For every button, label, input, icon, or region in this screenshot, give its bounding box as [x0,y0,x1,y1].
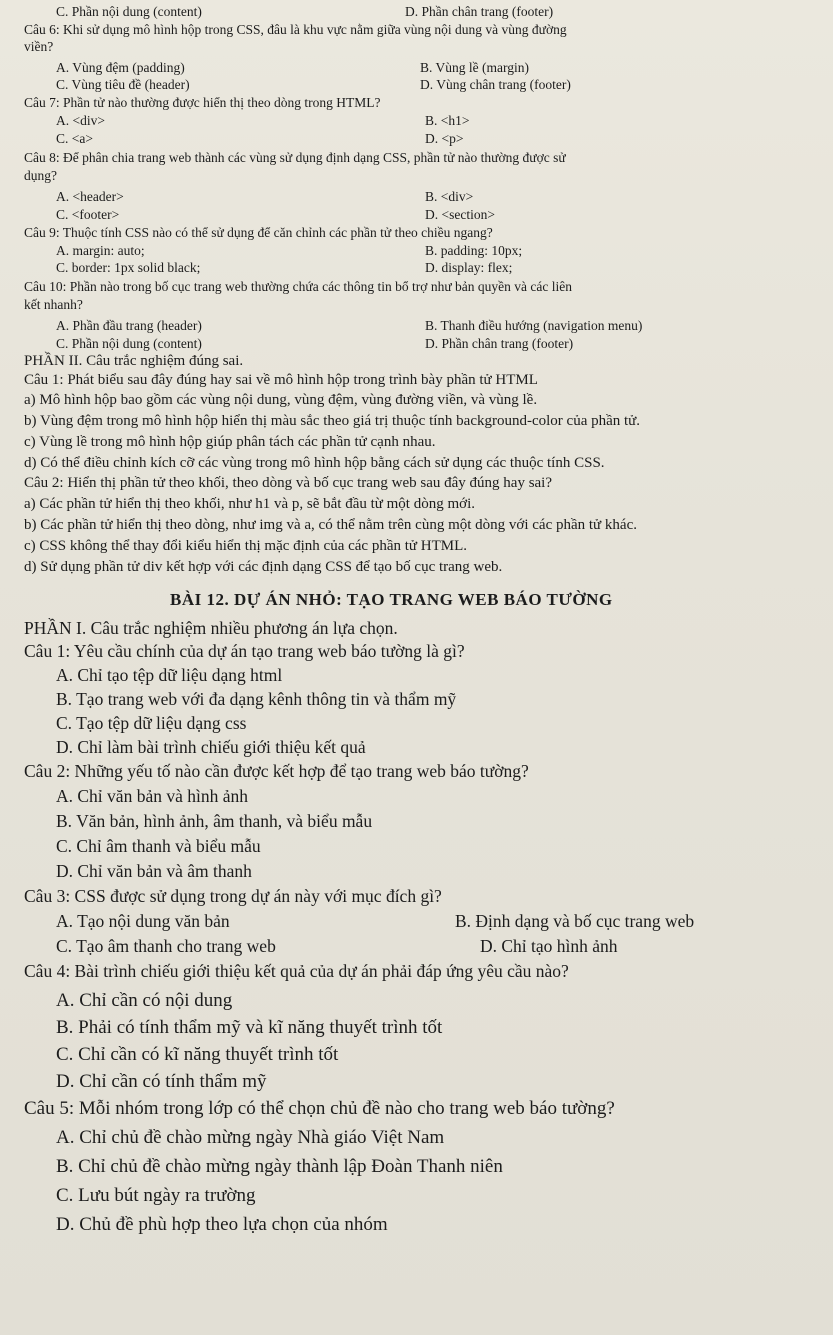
option-c: C. Tạo âm thanh cho trang web [56,936,276,956]
option-c: C. <footer> [56,207,120,222]
option-c: C. Vùng tiêu đề (header) [56,77,190,92]
option-a: A. Tạo nội dung văn bản [56,911,230,931]
option-d: D. display: flex; [425,260,513,275]
option-d: D. <p> [425,131,464,146]
option-d: D. Phần chân trang (footer) [425,336,574,351]
option-b: B. <div> [425,189,474,204]
option-c: C. <a> [56,131,93,146]
option-c: C. border: 1px solid black; [56,260,201,275]
document-page: C. Phần nội dung (content) D. Phần chân trang (footer) Câu 6: Khi sử dụng mô hình hộp trong CSS, đâu là khu vực nằm giữa vùng nội dung và vùng đường viền? A. Vùng đệm (padding) B. Vùng lề (margin) C. Vùng tiêu đề (header) D. Vùng chân trang (footer) Câu 7: Phần tử nào thường được hiển thị theo dòng trong HTML? A. <div> B. <h1> C. <a> D. <p> Câu 8: Để phân chia trang web thành các vùng sử dụng định dạng CSS, phần tử nào thường được sử dụng? A. <header> B. <div> C. <footer> D. <section> Câu 9: Thuộc tính CSS nào có thể sử dụng để căn chỉnh các phần tử theo chiều ngang? A. margin: auto; B. padding: 10px; C. border: 1px solid black; D. display: flex; Câu 10: Phần nào trong bố cục trang web thường chứa các thông tin bổ trợ như bản quyền và các liên kết nhanh? A. Phần đầu trang (header) B. Thanh điều hướng (navigation menu) C. Phần nội dung (content) D. Phần chân trang (footer) PHẦN II. Câu trắc nghiệm đúng sai. Câu 1: Phát biểu sau đây đúng hay sai về mô hình hộp trong trình bày phần tử HTML a) Mô hình hộp bao gồm các vùng nội dung, vùng đệm, vùng đường viền, và vùng lề. b) Vùng đệm trong mô hình hộp hiển thị màu sắc theo giá trị thuộc tính background-color của phần tử. c) Vùng lề trong mô hình hộp giúp phân tách các phần tử cạnh nhau. d) Có thể điều chỉnh kích cỡ các vùng trong mô hình hộp bằng cách sử dụng các thuộc tính CSS. Câu 2: Hiển thị phần tử theo khối, theo dòng và bố cục trang web sau đây đúng hay sai? a) Các phần tử hiển thị theo khối, như h1 và p, sẽ bắt đầu từ một dòng mới. b) Các phần tử hiển thị theo dòng, như img và a, có thể nằm trên cùng một dòng với các phần tử khác. c) CSS không thể thay đổi kiểu hiển thị mặc định của các phần tử HTML. d) Sử dụng phần tử div kết hợp với các định dạng CSS để tạo bố cục trang web. BÀI 12. DỰ ÁN NHỎ: TẠO TRANG WEB BÁO TƯỜNG PHẦN I. Câu trắc nghiệm nhiều phương án lựa chọn. Câu 1: Yêu cầu chính của dự án tạo trang web báo tường là gì? A. Chỉ tạo tệp dữ liệu dạng html B. Tạo trang web với đa dạng kênh thông tin và thẩm mỹ C. Tạo tệp dữ liệu dạng css D. Chỉ làm bài trình chiếu giới thiệu kết quả Câu 2: Những yếu tố nào cần được kết hợp để tạo trang web báo tường? A. Chỉ văn bản và hình ảnh B. Văn bản, hình ảnh, âm thanh, và biểu mẫu C. Chỉ âm thanh và biểu mẫu D. Chỉ văn bản và âm thanh Câu 3: CSS được sử dụng trong dự án này với mục đích gì? A. Tạo nội dung văn bản B. Định dạng và bố cục trang web C. Tạo âm thanh cho trang web D. Chỉ tạo hình ảnh Câu 4: Bài trình chiếu giới thiệu kết quả của dự án phải đáp ứng yêu cầu nào? A. Chỉ cần có nội dung B. Phải có tính thẩm mỹ và kĩ năng thuyết trình tốt C. Chỉ cần có kĩ năng thuyết trình tốt D. Chỉ cần có tính thẩm mỹ Câu 5: Mỗi nhóm trong lớp có thể chọn chủ đề nào cho trang web báo tường? A. Chỉ chủ đề chào mừng ngày Nhà giáo Việt Nam B. Chỉ chủ đề chào mừng ngày thành lập Đoàn Thanh niên C. Lưu bút ngày ra trường D. Chủ đề phù hợp theo lựa chọn của nhóm [0,0,833,1335]
option-b: B. padding: 10px; [425,243,523,258]
option-d: D. Vùng chân trang (footer) [420,77,571,92]
option-d: D. Chỉ tạo hình ảnh [480,936,618,956]
option-d: D. <section> [425,207,495,222]
option-a: A. <header> [56,189,124,204]
option-b: B. Định dạng và bố cục trang web [455,911,695,931]
option-c: C. Phần nội dung (content) [56,336,202,351]
option-a: A. <div> [56,113,105,128]
option-a: A. Vùng đệm (padding) [56,60,185,75]
option-b: B. <h1> [425,113,470,128]
option-a: A. Phần đầu trang (header) [56,318,202,333]
option-d: D. Phần chân trang (footer) [405,4,554,19]
option-a: A. margin: auto; [56,243,145,258]
option-c: C. Phần nội dung (content) [56,4,202,19]
option-b: B. Thanh điều hướng (navigation menu) [425,318,643,333]
option-b: B. Vùng lề (margin) [420,60,529,75]
